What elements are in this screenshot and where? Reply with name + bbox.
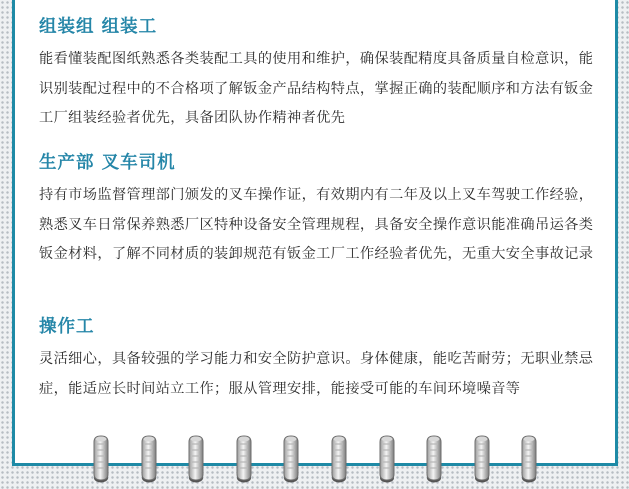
job-title: 操作工: [39, 317, 95, 337]
binder-ring-icon: [374, 434, 400, 486]
job-description: 持有市场监督管理部门颁发的叉车操作证，有效期内有二年及以上叉车驾驶工作经验，熟悉叉车日常保养熟悉厂区特种设备安全管理规程，具备安全操作意识能准确吊运各类钣金材料，了解不同材质的装卸规范有钣金工厂工作经验者优先，无重大安全事故记录: [39, 187, 594, 262]
binder-ring-icon: [469, 434, 495, 486]
job-title: 组装组 组装工: [39, 17, 158, 37]
binder-ring-icon: [231, 434, 257, 486]
job-section-operator: [39, 315, 599, 404]
job-section-assembler: [39, 15, 599, 134]
job-section-forklift-driver: [39, 151, 599, 270]
binder-ring-icon: [326, 434, 352, 486]
binder-ring-icon: [516, 434, 542, 486]
binder-ring-icon: [421, 434, 447, 486]
job-description: 灵活细心，具备较强的学习能力和安全防护意识。身体健康，能吃苦耐劳；无职业禁忌症，能适应长时间站立工作；服从管理安排，能接受可能的车间环境噪音等: [39, 351, 594, 397]
binder-rings: [0, 434, 629, 489]
binder-ring-icon: [278, 434, 304, 486]
binder-ring-icon: [183, 434, 209, 486]
job-title: 生产部 叉车司机: [39, 153, 176, 173]
binder-ring-icon: [88, 434, 114, 486]
job-description: 能看懂装配图纸熟悉各类装配工具的使用和维护，确保装配精度具备质量自检意识，能识别装配过程中的不合格项了解钣金产品结构特点，掌握正确的装配顺序和方法有钣金工厂组装经验者优先，具备团队协作精神者优先: [39, 51, 594, 126]
binder-ring-icon: [136, 434, 162, 486]
job-card: [12, 0, 618, 466]
